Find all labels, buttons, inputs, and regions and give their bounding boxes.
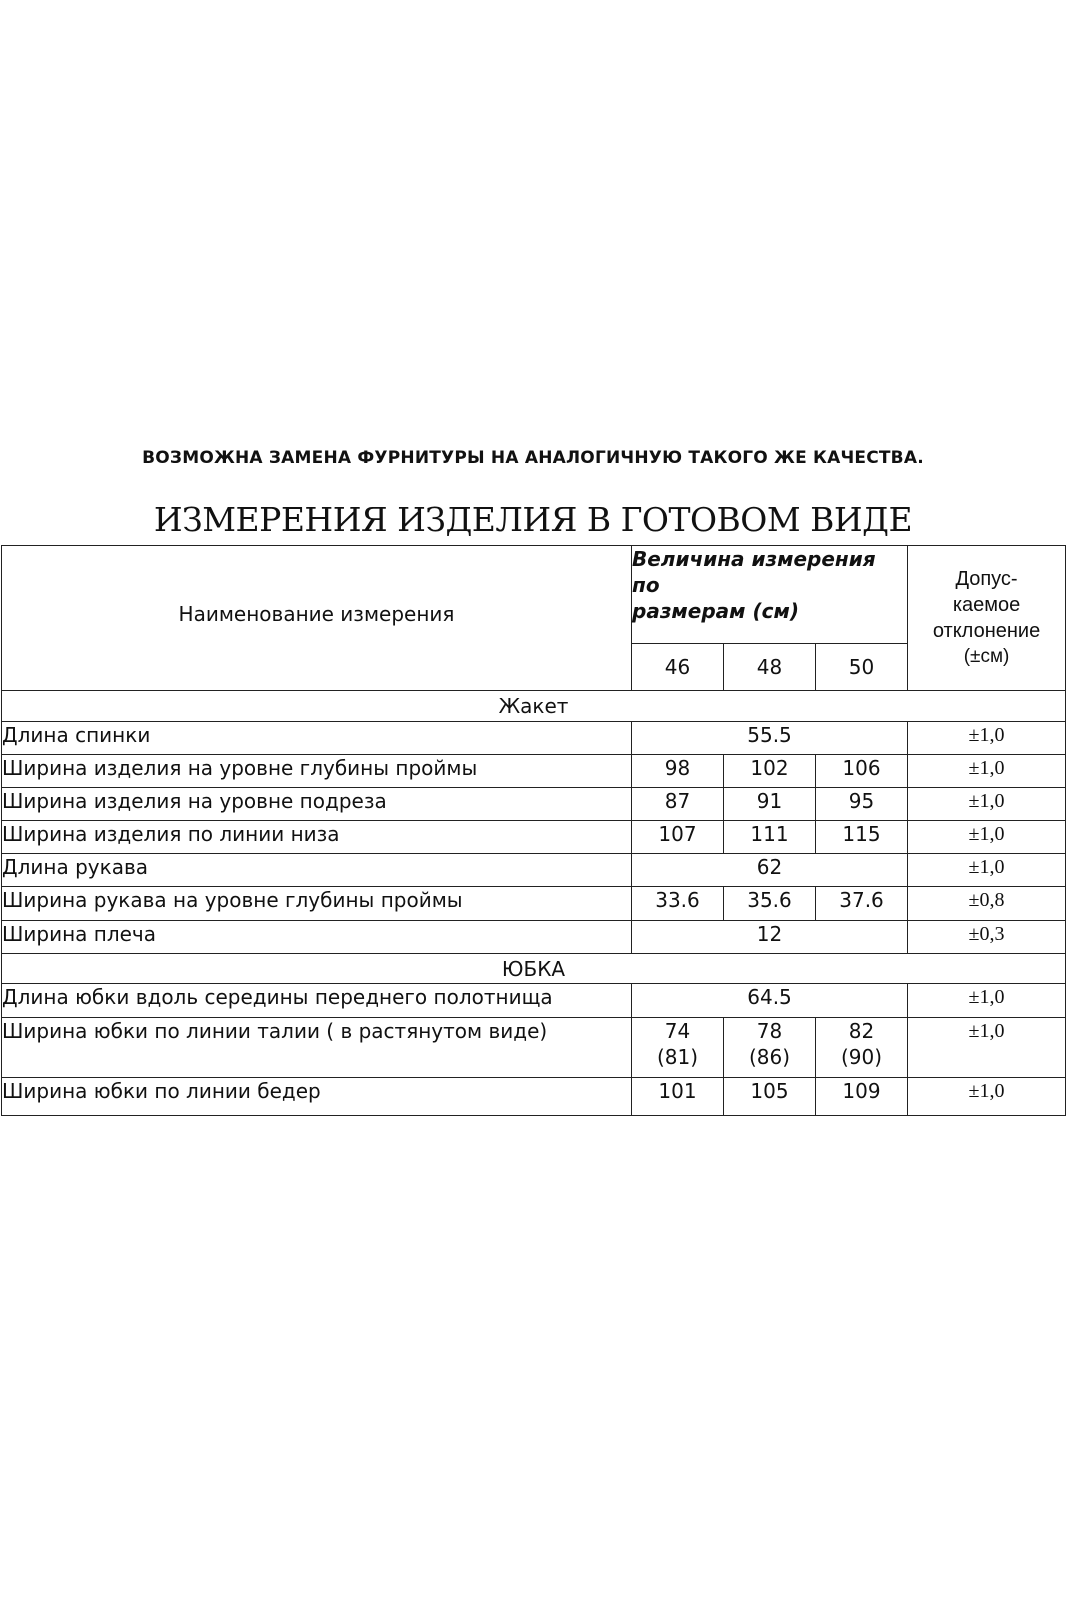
row-label: Ширина юбки по линии бедер bbox=[2, 1078, 632, 1116]
row-label: Ширина рукава на уровне глубины проймы bbox=[2, 887, 632, 921]
row-value: 95 bbox=[816, 788, 908, 821]
document-title: ИЗМЕРЕНИЯ ИЗДЕЛИЯ В ГОТОВОМ ВИДЕ bbox=[153, 500, 913, 539]
section-row-skirt bbox=[2, 954, 1066, 984]
row-tolerance: ±1,0 bbox=[908, 1018, 1066, 1078]
table-row bbox=[2, 788, 1066, 821]
value-stretched: (81) bbox=[656, 1045, 699, 1069]
table-row bbox=[2, 722, 1066, 755]
value-main: 74 bbox=[664, 1019, 691, 1043]
row-value bbox=[724, 1018, 816, 1078]
row-label: Длина юбки вдоль середины переднего полотнища bbox=[2, 984, 632, 1018]
table-row bbox=[2, 921, 1066, 954]
row-tolerance: ±1,0 bbox=[908, 788, 1066, 821]
value-stretched: (90) bbox=[840, 1045, 883, 1069]
header-tolerance-line1: Допус- bbox=[955, 568, 1018, 590]
row-value: 64.5 bbox=[632, 984, 908, 1018]
measurements-table bbox=[1, 545, 1066, 1116]
value-main: 82 bbox=[848, 1019, 875, 1043]
row-value: 12 bbox=[632, 921, 908, 954]
table-row bbox=[2, 887, 1066, 921]
table-row bbox=[2, 984, 1066, 1018]
table-row bbox=[2, 1018, 1066, 1078]
row-label: Длина рукава bbox=[2, 854, 632, 887]
row-value: 91 bbox=[724, 788, 816, 821]
row-label: Ширина изделия на уровне глубины проймы bbox=[2, 755, 632, 788]
row-value: 35.6 bbox=[724, 887, 816, 921]
row-value: 98 bbox=[632, 755, 724, 788]
table-row bbox=[2, 854, 1066, 887]
row-value: 115 bbox=[816, 821, 908, 854]
row-tolerance: ±1,0 bbox=[908, 755, 1066, 788]
row-label: Длина спинки bbox=[2, 722, 632, 755]
table-row bbox=[2, 821, 1066, 854]
row-tolerance: ±1,0 bbox=[908, 1078, 1066, 1116]
row-value bbox=[816, 1018, 908, 1078]
row-tolerance: ±1,0 bbox=[908, 984, 1066, 1018]
row-tolerance: ±1,0 bbox=[908, 821, 1066, 854]
row-value: 105 bbox=[724, 1078, 816, 1116]
row-label: Ширина юбки по линии талии ( в растянутом виде) bbox=[2, 1018, 632, 1078]
row-tolerance: ±1,0 bbox=[908, 854, 1066, 887]
table-row bbox=[2, 755, 1066, 788]
section-title: ЮБКА bbox=[2, 954, 1066, 984]
table-row bbox=[2, 1078, 1066, 1116]
header-sizes-cell bbox=[632, 546, 908, 644]
header-name: Наименование измерения bbox=[178, 602, 455, 626]
row-value: 106 bbox=[816, 755, 908, 788]
header-tolerance-line4: (±см) bbox=[963, 646, 1010, 667]
section-row-jacket bbox=[2, 691, 1066, 722]
section-title: Жакет bbox=[2, 691, 1066, 722]
row-value: 55.5 bbox=[632, 722, 908, 755]
header-tolerance-line3: отклонение bbox=[932, 620, 1041, 642]
header-sizes-line1: Величина измерения по bbox=[632, 547, 876, 597]
row-value: 37.6 bbox=[816, 887, 908, 921]
row-value: 62 bbox=[632, 854, 908, 887]
row-tolerance: ±0,3 bbox=[908, 921, 1066, 954]
row-label: Ширина изделия на уровне подреза bbox=[2, 788, 632, 821]
notice-text: ВОЗМОЖНА ЗАМЕНА ФУРНИТУРЫ НА АНАЛОГИЧНУЮ ТАКОГО ЖЕ КАЧЕСТВА. bbox=[142, 448, 924, 468]
row-label: Ширина изделия по линии низа bbox=[2, 821, 632, 854]
size-48: 48 bbox=[724, 644, 816, 691]
header-tolerance-line2: каемое bbox=[952, 594, 1021, 616]
header-sizes-line2: размерам (см) bbox=[632, 599, 799, 623]
row-value: 87 bbox=[632, 788, 724, 821]
value-main: 78 bbox=[756, 1019, 783, 1043]
row-value: 111 bbox=[724, 821, 816, 854]
row-value: 101 bbox=[632, 1078, 724, 1116]
row-value: 102 bbox=[724, 755, 816, 788]
row-value: 107 bbox=[632, 821, 724, 854]
row-tolerance: ±0,8 bbox=[908, 887, 1066, 921]
row-value bbox=[632, 1018, 724, 1078]
value-stretched: (86) bbox=[748, 1045, 791, 1069]
row-label: Ширина плеча bbox=[2, 921, 632, 954]
row-value: 33.6 bbox=[632, 887, 724, 921]
table-header-row bbox=[2, 546, 1066, 644]
size-46: 46 bbox=[632, 644, 724, 691]
size-50: 50 bbox=[816, 644, 908, 691]
header-name-cell bbox=[2, 546, 632, 691]
row-tolerance: ±1,0 bbox=[908, 722, 1066, 755]
header-tolerance-cell bbox=[908, 546, 1066, 691]
row-value: 109 bbox=[816, 1078, 908, 1116]
